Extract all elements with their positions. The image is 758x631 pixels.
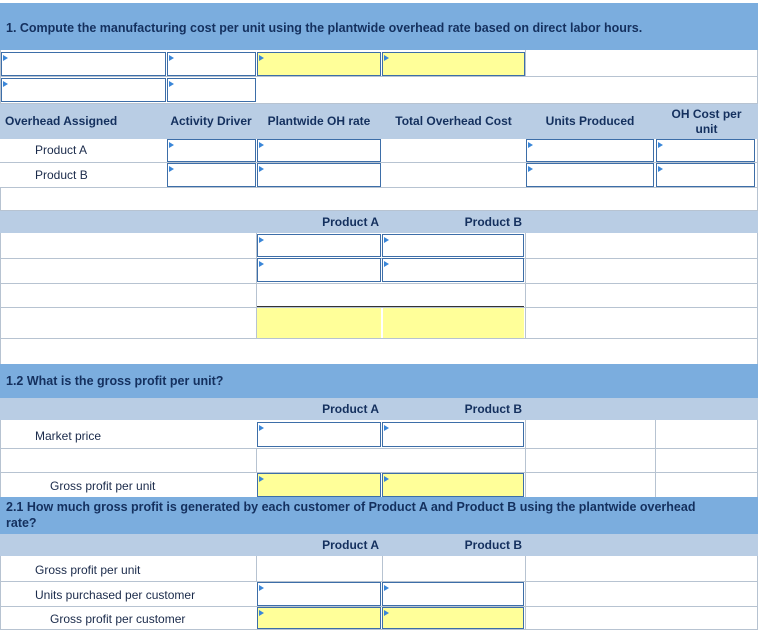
- q12-title: 1.2 What is the gross profit per unit?: [6, 374, 224, 388]
- divider: [525, 50, 526, 77]
- divider: [655, 420, 656, 497]
- divider: [525, 233, 526, 338]
- divider: [0, 187, 1, 211]
- col-plantwide-oh-rate: Plantwide OH rate: [267, 114, 371, 128]
- divider: [0, 283, 758, 284]
- table2-product-b-input-2[interactable]: [382, 258, 524, 282]
- divider: [525, 556, 526, 630]
- table2-col-product-a: Product A: [322, 214, 379, 229]
- divider: [382, 556, 383, 582]
- q1-input-6[interactable]: [167, 78, 256, 102]
- col-activity-driver: Activity Driver: [170, 114, 252, 128]
- market-price-label: Market price: [35, 429, 102, 443]
- q1-input-1[interactable]: [1, 52, 166, 76]
- divider: [0, 629, 758, 630]
- q1-input-5[interactable]: [1, 78, 166, 102]
- divider: [0, 338, 758, 339]
- q1-title: 1. Compute the manufacturing cost per unit using the plantwide overhead rate based on direct labor hours.: [6, 21, 643, 35]
- q21-title-line2: rate?: [6, 516, 37, 530]
- table2-product-a-total: [257, 308, 381, 338]
- product-a-units-produced-input[interactable]: [526, 139, 654, 162]
- gross-profit-per-customer-product-b-input[interactable]: [382, 607, 524, 629]
- row-product-a-label: Product A: [35, 143, 88, 157]
- divider: [256, 556, 257, 582]
- divider: [0, 556, 1, 630]
- divider: [0, 76, 758, 77]
- product-a-oh-cost-per-unit-input[interactable]: [656, 139, 755, 162]
- table2-product-b-total: [383, 308, 524, 338]
- divider: [0, 420, 1, 497]
- q1-input-2[interactable]: [167, 52, 256, 76]
- q21-title-line1: 2.1 How much gross profit is generated by each customer of Product A and Product B using the plantwide overhead: [6, 500, 696, 514]
- market-price-product-a-input[interactable]: [257, 422, 381, 447]
- table2-col-product-b: Product B: [464, 214, 522, 229]
- divider: [0, 448, 758, 449]
- col-overhead-assigned: Overhead Assigned: [5, 114, 118, 128]
- q12-col-product-b: Product B: [464, 401, 522, 416]
- q21-col-product-b: Product B: [464, 537, 522, 552]
- units-purchased-product-a-input[interactable]: [257, 582, 381, 606]
- divider: [525, 420, 526, 497]
- product-b-units-produced-input[interactable]: [526, 163, 654, 187]
- units-purchased-product-b-input[interactable]: [382, 582, 524, 606]
- units-purchased-label: Units purchased per customer: [35, 588, 196, 602]
- table2-product-b-input-1[interactable]: [382, 234, 524, 257]
- q1-input-3[interactable]: [257, 52, 381, 76]
- q21-gross-profit-per-unit-label: Gross profit per unit: [35, 563, 141, 577]
- product-a-activity-driver-input[interactable]: [167, 139, 256, 162]
- col-units-produced: Units Produced: [545, 114, 635, 128]
- product-b-activity-driver-input[interactable]: [167, 163, 256, 187]
- market-price-product-b-input[interactable]: [382, 422, 524, 447]
- gross-profit-per-customer-product-a-input[interactable]: [257, 607, 381, 629]
- gross-profit-product-a-input[interactable]: [257, 473, 381, 497]
- gross-profit-per-customer-label: Gross profit per customer: [50, 612, 186, 626]
- col-oh-cost-per-unit: OH Cost per unit: [671, 106, 742, 136]
- table2-total-divider: [257, 306, 524, 307]
- product-a-plantwide-rate-input[interactable]: [257, 139, 381, 162]
- col-total-overhead-cost: Total Overhead Cost: [395, 114, 512, 128]
- divider: [0, 187, 758, 188]
- divider: [0, 233, 1, 364]
- product-b-plantwide-rate-input[interactable]: [257, 163, 381, 187]
- q21-col-product-a: Product A: [322, 537, 379, 552]
- table2-product-a-input-1[interactable]: [257, 234, 381, 257]
- gross-profit-product-b-input[interactable]: [382, 473, 524, 497]
- gross-profit-per-unit-label: Gross profit per unit: [50, 479, 156, 493]
- table2-product-a-input-2[interactable]: [257, 258, 381, 282]
- product-b-oh-cost-per-unit-input[interactable]: [656, 163, 755, 187]
- row-product-b-label: Product B: [35, 168, 88, 182]
- q1-input-4[interactable]: [382, 52, 525, 76]
- q12-col-product-a: Product A: [322, 401, 379, 416]
- divider: [256, 448, 257, 473]
